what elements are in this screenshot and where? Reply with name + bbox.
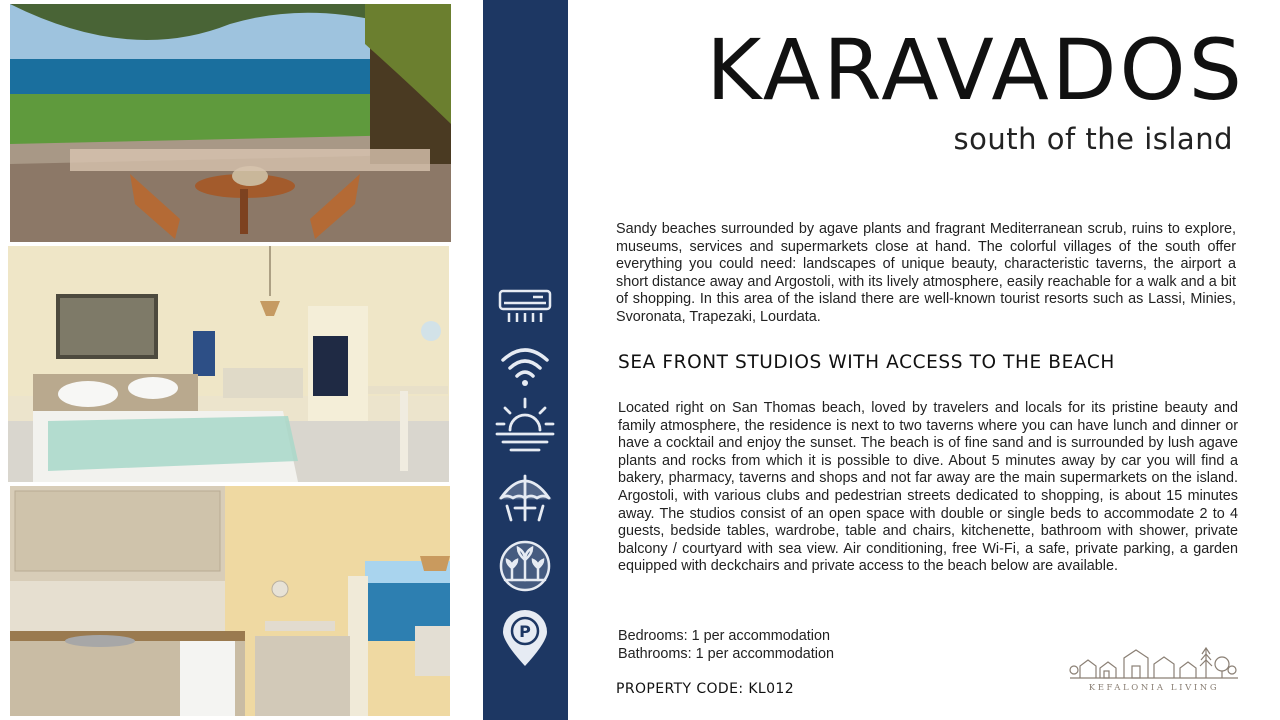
terrace-photo xyxy=(10,4,451,242)
air-conditioner-icon xyxy=(493,282,557,346)
bedrooms-spec: Bedrooms: 1 per accommodation xyxy=(618,628,830,644)
bathrooms-spec: Bathrooms: 1 per accommodation xyxy=(618,646,834,662)
bedroom-photo xyxy=(8,246,449,482)
wifi-icon xyxy=(493,338,557,402)
parking-icon xyxy=(493,608,557,672)
garden-icon xyxy=(493,536,557,600)
logo-text: KEFALONIA LIVING xyxy=(1088,683,1220,693)
page-subtitle: south of the island xyxy=(953,122,1233,156)
beach-umbrella-icon xyxy=(493,468,557,532)
sunset-icon xyxy=(493,394,557,458)
description-paragraph: Located right on San Thomas beach, loved by travelers and locals for its pristine beauty and family atmosphere, the residence is next to two taverns where you can have lunch and dinner or have a cocktail and enjoy the sunset. The beach is of fine sand and is surrounded by lush agave plants and rocks from which it is possible to dive. About 5 minutes away by car you will find a bakery, pharmacy, taverns and shops and not far away are the main supermarkets on the island. Argostoli, with various clubs and pedestrian streets dedicated to shopping, is about 15 minutes away. The studios consist of an open space with double or single beds to accommodate 2 to 4 guests, bedside tables, wardrobe, table and chairs, kitchenette, bathroom with shower, private balcony / courtyard with sea view. Air conditioning, free Wi-Fi, a safe, private parking, a garden equipped with deckchairs and private access to the beach below are available. xyxy=(618,400,1238,575)
page-title: KARAVADOS xyxy=(706,21,1245,119)
intro-paragraph: Sandy beaches surrounded by agave plants and fragrant Mediterranean scrub, ruins to explore, museums, services and supermarkets close at hand. The colorful villages of the south offer everything you could need: landscapes of unique beauty, characteristic taverns, the airport a short distance away and Argostoli, with its lively atmosphere, easily reachable for a walk and a bit of shopping. In this area of the island there are well-known tourist resorts such as Lassi, Minies, Svoronata, Trapezaki, Lourdata. xyxy=(616,221,1236,325)
specs-list xyxy=(618,627,834,663)
svg-text:P: P xyxy=(519,622,531,641)
kitchen-photo xyxy=(10,486,450,716)
property-code: PROPERTY CODE: KL012 xyxy=(616,681,795,697)
sidebar xyxy=(483,0,568,720)
section-heading: SEA FRONT STUDIOS WITH ACCESS TO THE BEACH xyxy=(618,352,1115,373)
